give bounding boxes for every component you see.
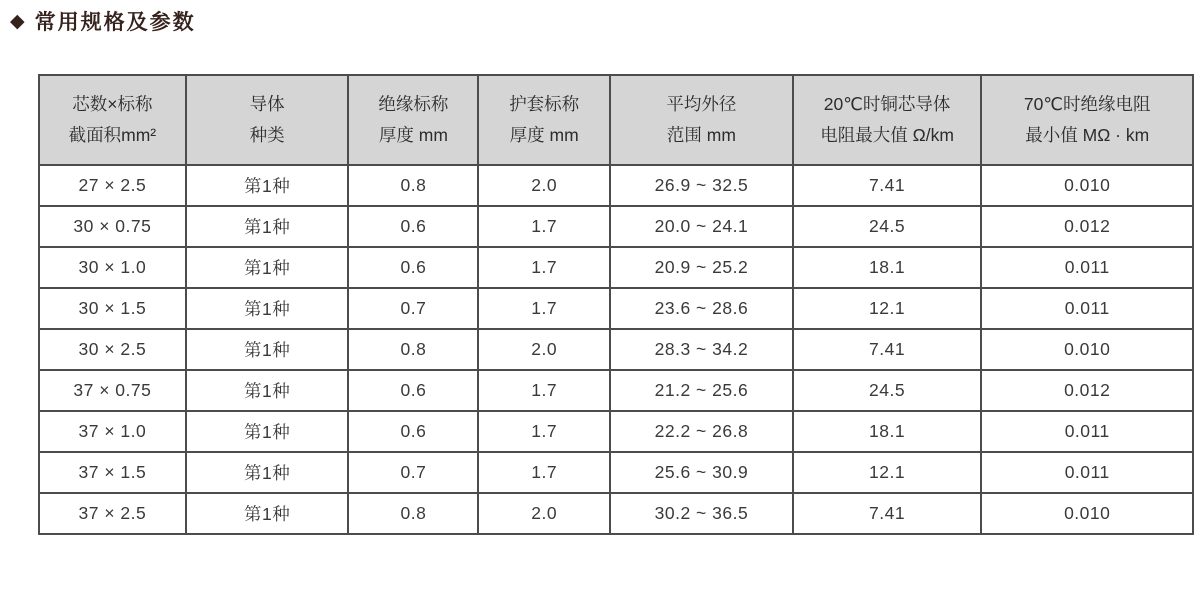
table-cell: 0.6 [348,247,478,288]
table-cell: 第1种 [186,288,349,329]
table-cell: 0.7 [348,452,478,493]
table-cell: 7.41 [793,329,982,370]
table-cell: 0.7 [348,288,478,329]
table-cell: 第1种 [186,247,349,288]
table-cell: 0.8 [348,493,478,534]
section-title: 常用规格及参数 [34,11,196,34]
header-line: 20℃时铜芯导体 [823,94,951,114]
table-cell: 0.010 [981,165,1193,206]
table-row [39,288,1193,329]
table-cell: 26.9 ~ 32.5 [610,165,793,206]
header-line: 最小值 MΩ · km [1025,125,1150,145]
table-cell: 1.7 [478,411,610,452]
spec-table-body [39,165,1193,534]
table-cell: 第1种 [186,452,349,493]
table-cell: 0.010 [981,493,1193,534]
table-cell: 0.011 [981,288,1193,329]
table-cell: 0.011 [981,452,1193,493]
table-cell: 7.41 [793,493,982,534]
table-cell: 第1种 [186,329,349,370]
table-cell: 0.8 [348,329,478,370]
table-cell: 22.2 ~ 26.8 [610,411,793,452]
table-cell: 1.7 [478,288,610,329]
table-cell: 25.6 ~ 30.9 [610,452,793,493]
table-cell: 18.1 [793,411,982,452]
table-cell: 20.9 ~ 25.2 [610,247,793,288]
table-cell: 0.011 [981,247,1193,288]
table-cell: 0.6 [348,206,478,247]
table-cell: 37 × 1.5 [39,452,186,493]
column-header-min-insulation-resistance-70c [981,75,1193,165]
table-cell: 第1种 [186,370,349,411]
table-row [39,370,1193,411]
column-header-conductor-type [186,75,349,165]
table-row [39,329,1193,370]
table-row [39,411,1193,452]
table-cell: 18.1 [793,247,982,288]
table-cell: 12.1 [793,288,982,329]
table-cell: 0.010 [981,329,1193,370]
table-cell: 12.1 [793,452,982,493]
header-line: 种类 [249,125,285,145]
table-cell: 24.5 [793,370,982,411]
table-cell: 2.0 [478,165,610,206]
table-cell: 第1种 [186,493,349,534]
table-cell: 第1种 [186,411,349,452]
table-row [39,452,1193,493]
header-line: 厚度 mm [509,125,579,145]
table-cell: 0.011 [981,411,1193,452]
header-line: 范围 mm [666,125,736,145]
header-line: 70℃时绝缘电阻 [1023,94,1151,114]
header-line: 平均外径 [666,94,737,114]
column-header-outer-diameter [610,75,793,165]
table-cell: 1.7 [478,452,610,493]
table-cell: 2.0 [478,329,610,370]
column-header-cores-area [39,75,186,165]
table-cell: 0.6 [348,411,478,452]
table-cell: 0.012 [981,206,1193,247]
table-cell: 24.5 [793,206,982,247]
section-title-bar [10,6,196,36]
header-line: 护套标称 [509,94,580,114]
table-cell: 30 × 1.5 [39,288,186,329]
table-cell: 0.6 [348,370,478,411]
table-row [39,493,1193,534]
table-cell: 37 × 2.5 [39,493,186,534]
table-cell: 27 × 2.5 [39,165,186,206]
table-cell: 0.8 [348,165,478,206]
column-header-max-resistance-20c [793,75,982,165]
header-line: 电阻最大值 Ω/km [820,125,954,145]
header-line: 截面积mm² [68,125,157,145]
spec-table [38,74,1194,535]
header-line: 绝缘标称 [378,94,449,114]
table-cell: 1.7 [478,247,610,288]
spec-table-head [39,75,1193,165]
table-row [39,247,1193,288]
table-cell: 1.7 [478,370,610,411]
table-cell: 第1种 [186,165,349,206]
table-cell: 30.2 ~ 36.5 [610,493,793,534]
table-cell: 30 × 2.5 [39,329,186,370]
table-cell: 20.0 ~ 24.1 [610,206,793,247]
table-row [39,206,1193,247]
table-cell: 30 × 0.75 [39,206,186,247]
column-header-insulation-thickness [348,75,478,165]
header-row [39,75,1193,165]
header-line: 导体 [249,94,285,114]
table-cell: 28.3 ~ 34.2 [610,329,793,370]
diamond-bullet-icon: ◆ [10,10,25,32]
table-cell: 1.7 [478,206,610,247]
table-cell: 第1种 [186,206,349,247]
table-cell: 30 × 1.0 [39,247,186,288]
table-cell: 7.41 [793,165,982,206]
column-header-sheath-thickness [478,75,610,165]
table-cell: 2.0 [478,493,610,534]
table-row [39,165,1193,206]
table-cell: 37 × 0.75 [39,370,186,411]
table-cell: 23.6 ~ 28.6 [610,288,793,329]
table-cell: 21.2 ~ 25.6 [610,370,793,411]
table-cell: 37 × 1.0 [39,411,186,452]
header-line: 厚度 mm [378,125,448,145]
table-cell: 0.012 [981,370,1193,411]
header-line: 芯数×标称 [72,94,153,114]
